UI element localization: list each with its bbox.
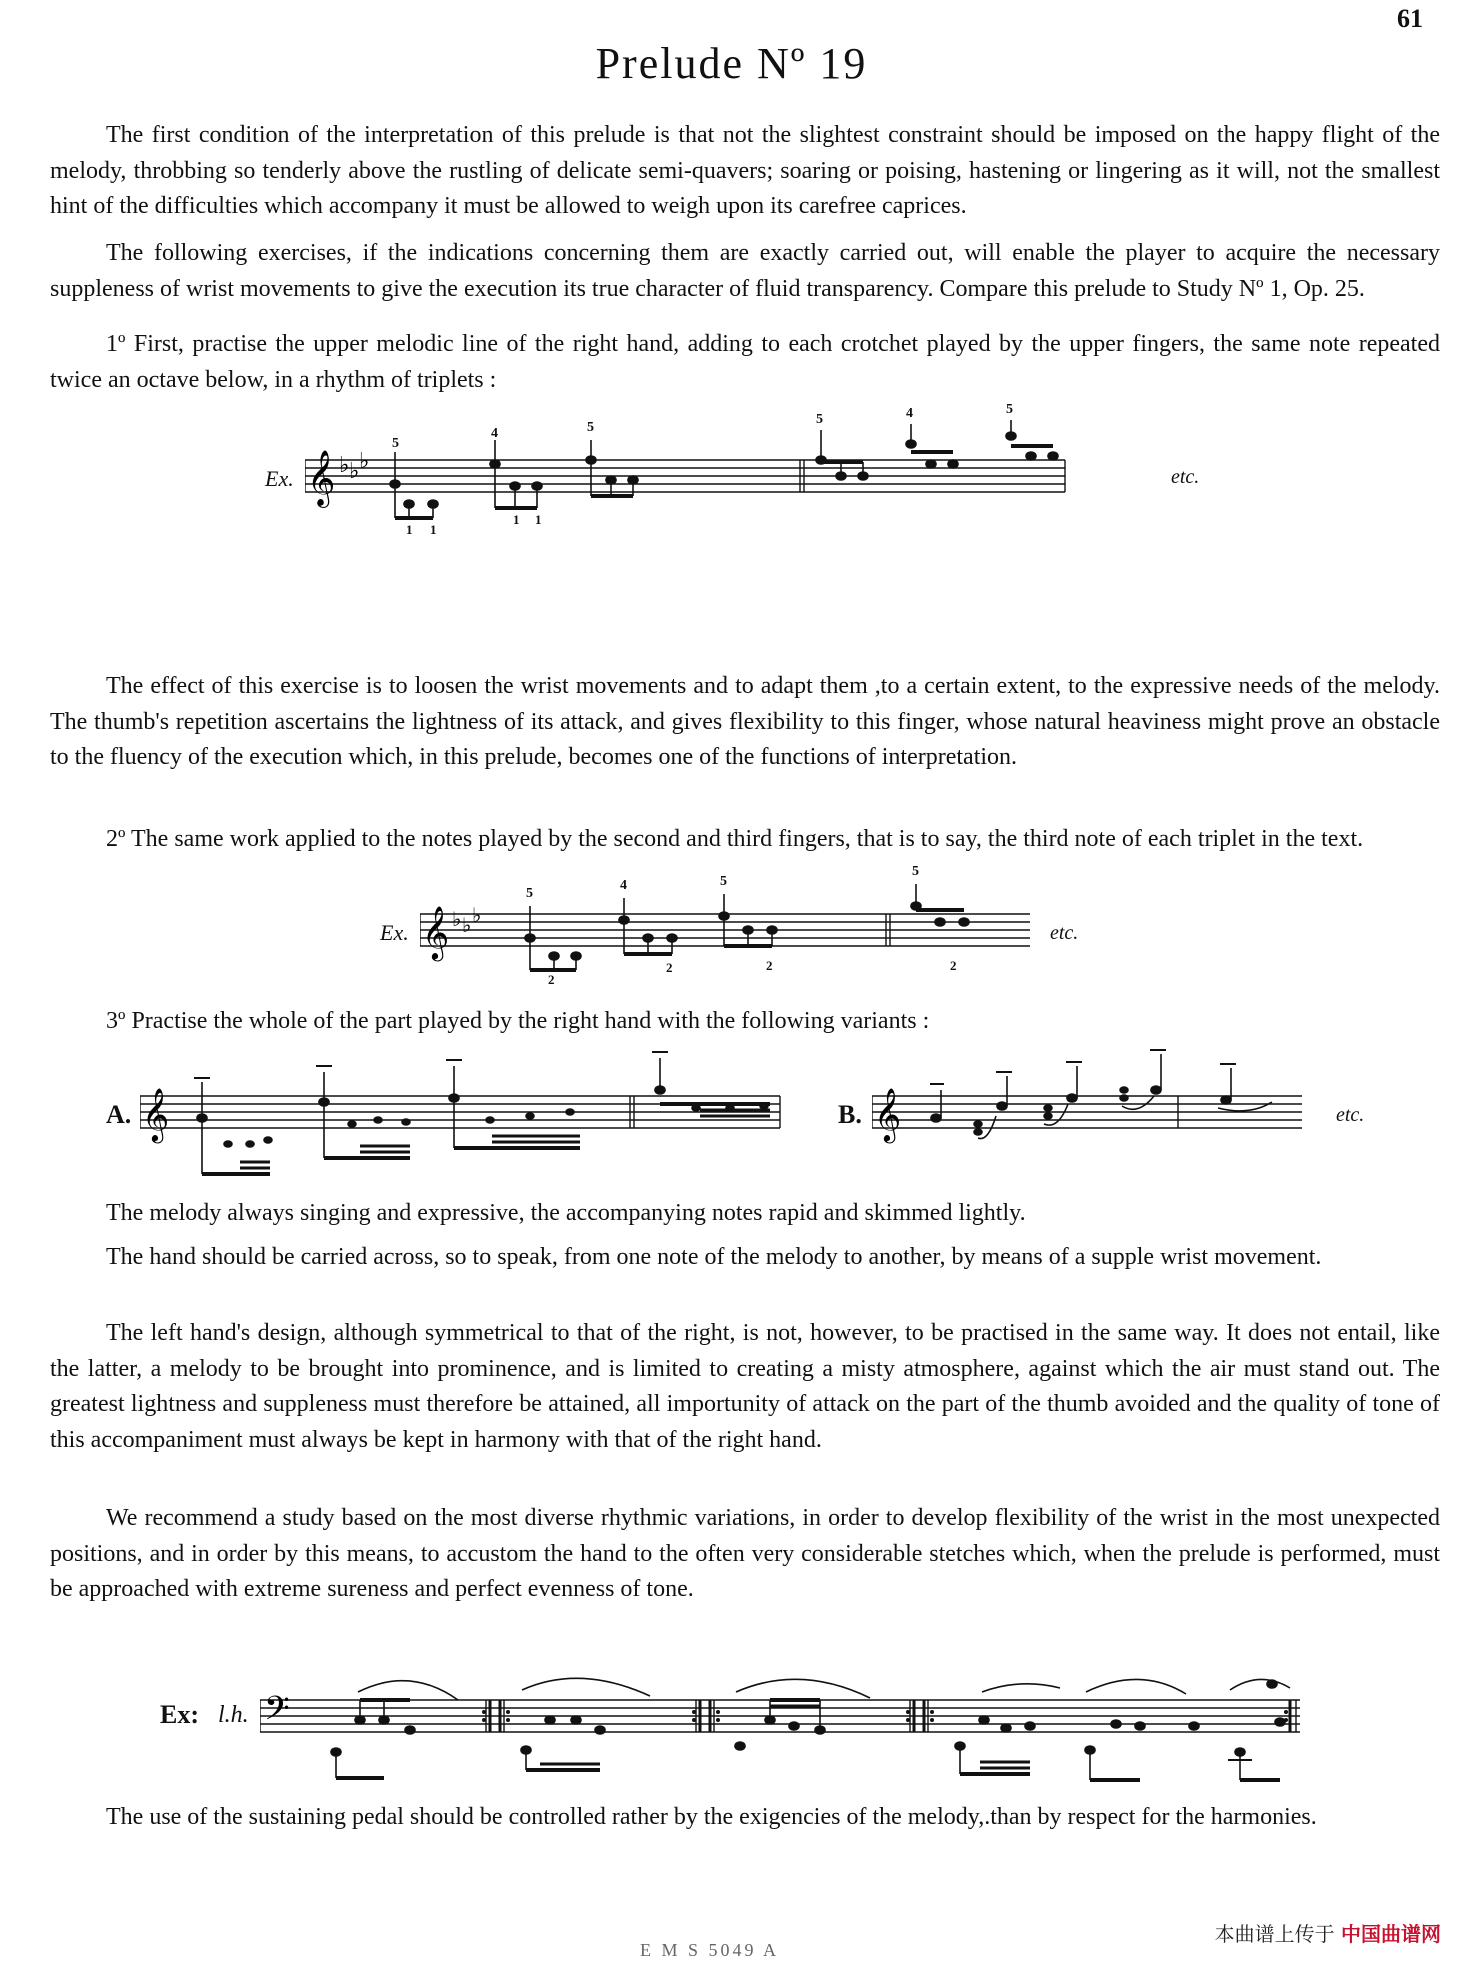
fingering: 1: [513, 512, 520, 527]
music-example-1: [265, 400, 1215, 540]
fingering: 2: [950, 958, 957, 973]
paragraph-3: 1º First, practise the upper melodic line of the right hand, adding to each crotchet played by the upper fingers, the same note repeated twice an octave below, in a rhythm of triplets :: [50, 331, 1440, 393]
fingering: 5: [526, 886, 533, 901]
svg-text:𝄞: 𝄞: [874, 1089, 902, 1140]
paragraph-8: The hand should be carried across, so to speak, from one note of the melody to another, by means of a supple wrist movement.: [106, 1244, 1322, 1270]
fingering: 5: [912, 864, 919, 879]
etc-mark: etc.: [1171, 466, 1200, 488]
staff-example-2: [420, 870, 1060, 980]
example-label: Ex.: [265, 466, 294, 491]
fingering: 1: [430, 522, 437, 537]
svg-text:𝄞: 𝄞: [307, 452, 336, 505]
staff-example-4: [260, 1660, 1320, 1790]
svg-text:𝄢: 𝄢: [264, 1690, 290, 1735]
paragraph-4: The effect of this exercise is to loosen the wrist movements and to adapt them ,to a certain extent, to the expressive needs of the melody. The thumb's repetition ascertains the lightness of its attack, and gives flexibility to this finger, whose natural heaviness might prove an obstacle to the fluency of the execution which, in this prelude, becomes one of the functions of interpretation.: [50, 673, 1440, 770]
music-example-3: [100, 1046, 1400, 1186]
paragraph-5: 2º The same work applied to the notes played by the second and third fingers, that is to say, the third note of each triplet in the text.: [106, 826, 1364, 852]
fingering: 2: [766, 958, 773, 973]
fingering: 5: [587, 420, 594, 435]
svg-text:𝄞: 𝄞: [422, 907, 450, 958]
music-example-4: [160, 1660, 1320, 1790]
music-example-2: [380, 864, 1100, 987]
fingering: 5: [816, 412, 823, 427]
svg-text:♭: ♭: [472, 905, 482, 927]
fingering: 1: [406, 522, 413, 537]
staff-variant-b: [872, 1046, 1312, 1186]
fingering: 4: [620, 878, 627, 893]
paragraph-10: We recommend a study based on the most diverse rhythmic variations, in order to develop flexibility of the wrist in the most unexpected positions, and in order by this means, to accustom the hand to the often very considerable stetches which, when the prelude is performed, must be approached with extreme sureness and perfect evenness of tone.: [50, 1505, 1440, 1602]
etc-mark: etc.: [1336, 1104, 1365, 1126]
fingering: 2: [666, 960, 673, 975]
paragraph-2: The following exercises, if the indications concerning them are exactly carried out, will enable the player to acquire the necessary suppleness of wrist movements to give the execution its true character of fluid transparency. Compare this prelude to Study Nº 1, Op. 25.: [50, 240, 1440, 302]
variant-a-label: A.: [106, 1100, 132, 1129]
fingering: 5: [1006, 402, 1013, 417]
page-title: Prelude Nº 19: [595, 39, 868, 88]
paragraph-9: The left hand's design, although symmetrical to that of the right, is not, however, to be practised in the same way. It does not entail, like the latter, a melody to be brought into prominence, and is limited to creating a misty atmosphere, against which the air must stand out. The greatest lightness and suppleness must therefore be attained, all importunity of attack on the part of the thumb avoided and the quality of tone of this accompaniment must always be kept in harmony with that of the right hand.: [50, 1320, 1440, 1453]
staff-variant-a: [140, 1046, 800, 1186]
paragraph-11: The use of the sustaining pedal should be controlled rather by the exigencies of the melody,.than by respect for the harmonies.: [106, 1804, 1317, 1830]
fingering: 5: [392, 436, 399, 451]
hand-indicator: l.h.: [218, 1702, 249, 1728]
footer-code: E M S 5049 A: [640, 1940, 780, 1960]
page-number: 61: [1397, 4, 1423, 33]
paragraph-7: The melody always singing and expressive, the accompanying notes rapid and skimmed lightly.: [106, 1200, 1026, 1226]
example-label: Ex:: [160, 1700, 199, 1729]
fingering: 5: [720, 874, 727, 889]
svg-text:𝄞: 𝄞: [142, 1089, 170, 1140]
etc-mark: etc.: [1050, 922, 1079, 944]
paragraph-6: 3º Practise the whole of the part played by the right hand with the following variants :: [106, 1008, 930, 1034]
watermark-site: 中国曲谱网: [1341, 1922, 1441, 1946]
watermark: [1215, 1918, 1441, 1947]
fingering: 1: [535, 512, 542, 527]
fingering: 4: [491, 426, 498, 441]
svg-text:♭: ♭: [462, 915, 472, 937]
paragraph-1: The first condition of the interpretation of this prelude is that not the slightest constraint should be imposed on the happy flight of the melody, throbbing so tenderly above the rustling of delicate semi-quavers; soaring or poising, hastening or lingering as it will, not the smallest hint of the difficulties which accompany it must be allowed to weigh upon its carefree caprices.: [50, 122, 1440, 219]
variant-b-label: B.: [838, 1100, 862, 1129]
watermark-prefix: 本曲谱上传于: [1214, 1922, 1335, 1946]
staff-example-1: [305, 400, 1145, 540]
svg-text:♭: ♭: [339, 452, 350, 477]
example-label: Ex.: [380, 920, 409, 945]
svg-text:♭: ♭: [452, 909, 462, 931]
svg-text:♭: ♭: [349, 458, 360, 483]
svg-text:♭: ♭: [359, 448, 370, 473]
fingering: 4: [906, 406, 913, 421]
fingering: 2: [548, 972, 555, 987]
